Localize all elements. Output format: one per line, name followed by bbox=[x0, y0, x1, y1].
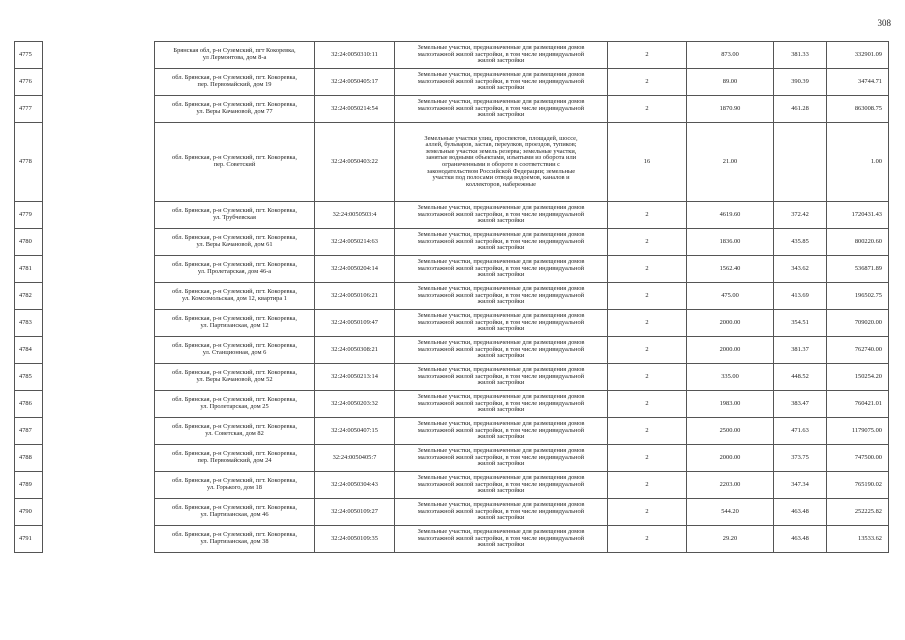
cadastral-cost-cell: 196502.75 bbox=[827, 283, 889, 310]
permitted-use-cell: Земельные участки, предназначенные для размещения домов малоэтажной жилой застройки, в том числе индивидуальной жилой застройки bbox=[395, 364, 608, 391]
area-cell: 1870.90 bbox=[687, 96, 774, 123]
table-row bbox=[15, 283, 889, 310]
row-number: 4787 bbox=[15, 418, 43, 445]
table-row bbox=[15, 202, 889, 229]
address-cell: обл. Брянская, р-н Суземский, пгт. Кокоревка, ул. Веры Качановой, дом 61 bbox=[155, 229, 315, 256]
area-cell: 21.00 bbox=[687, 123, 774, 202]
specific-value-cell: 383.47 bbox=[774, 391, 827, 418]
table-row bbox=[15, 96, 889, 123]
specific-value-cell: 354.51 bbox=[774, 310, 827, 337]
spacer-cell bbox=[43, 123, 155, 202]
permitted-use-cell: Земельные участки, предназначенные для размещения домов малоэтажной жилой застройки, в том числе индивидуальной жилой застройки bbox=[395, 42, 608, 69]
group-cell: 2 bbox=[608, 283, 687, 310]
cadastral-number-cell: 32:24:0050310:11 bbox=[315, 42, 395, 69]
spacer-cell bbox=[43, 499, 155, 526]
address-cell: обл. Брянская, р-н Суземский, пгт. Кокоревка, ул. Веры Качановой, дом 77 bbox=[155, 96, 315, 123]
area-cell: 2203.00 bbox=[687, 472, 774, 499]
cadastral-cost-cell: 1179075.00 bbox=[827, 418, 889, 445]
area-cell: 2000.00 bbox=[687, 445, 774, 472]
group-cell: 2 bbox=[608, 69, 687, 96]
specific-value-cell: 381.33 bbox=[774, 42, 827, 69]
cadastral-cost-cell: 34744.71 bbox=[827, 69, 889, 96]
area-cell: 873.00 bbox=[687, 42, 774, 69]
group-cell: 2 bbox=[608, 202, 687, 229]
cadastral-cost-cell: 13533.62 bbox=[827, 526, 889, 553]
cadastral-cost-cell: 536871.89 bbox=[827, 256, 889, 283]
row-number: 4785 bbox=[15, 364, 43, 391]
permitted-use-cell: Земельные участки, предназначенные для размещения домов малоэтажной жилой застройки, в том числе индивидуальной жилой застройки bbox=[395, 391, 608, 418]
group-cell: 2 bbox=[608, 391, 687, 418]
permitted-use-cell: Земельные участки, предназначенные для размещения домов малоэтажной жилой застройки, в том числе индивидуальной жилой застройки bbox=[395, 310, 608, 337]
permitted-use-cell: Земельные участки, предназначенные для размещения домов малоэтажной жилой застройки, в том числе индивидуальной жилой застройки bbox=[395, 499, 608, 526]
spacer-cell bbox=[43, 310, 155, 337]
address-cell: обл. Брянская, р-н Суземский, пгт. Кокоревка, пер. Советский bbox=[155, 123, 315, 202]
cadastral-cost-cell: 760421.01 bbox=[827, 391, 889, 418]
row-number: 4784 bbox=[15, 337, 43, 364]
specific-value-cell: 413.69 bbox=[774, 283, 827, 310]
table-row bbox=[15, 418, 889, 445]
row-number: 4780 bbox=[15, 229, 43, 256]
specific-value-cell: 461.28 bbox=[774, 96, 827, 123]
specific-value-cell: 372.42 bbox=[774, 202, 827, 229]
specific-value-cell: 463.48 bbox=[774, 526, 827, 553]
spacer-cell bbox=[43, 283, 155, 310]
table-body bbox=[15, 42, 889, 553]
permitted-use-cell: Земельные участки, предназначенные для размещения домов малоэтажной жилой застройки, в том числе индивидуальной жилой застройки bbox=[395, 283, 608, 310]
cadastral-cost-cell: 252225.82 bbox=[827, 499, 889, 526]
permitted-use-cell: Земельные участки, предназначенные для размещения домов малоэтажной жилой застройки, в том числе индивидуальной жилой застройки bbox=[395, 337, 608, 364]
cadastral-cost-cell: 765190.02 bbox=[827, 472, 889, 499]
area-cell: 4619.60 bbox=[687, 202, 774, 229]
cadastral-number-cell: 32:24:0050109:47 bbox=[315, 310, 395, 337]
specific-value-cell: 448.52 bbox=[774, 364, 827, 391]
cadastral-cost-cell: 762740.00 bbox=[827, 337, 889, 364]
spacer-cell bbox=[43, 391, 155, 418]
cadastral-number-cell: 32:24:0050204:14 bbox=[315, 256, 395, 283]
spacer-cell bbox=[43, 418, 155, 445]
specific-value-cell: 381.37 bbox=[774, 337, 827, 364]
spacer-cell bbox=[43, 42, 155, 69]
row-number: 4788 bbox=[15, 445, 43, 472]
cadastral-number-cell: 32:24:0050308:21 bbox=[315, 337, 395, 364]
land-plots-table bbox=[14, 41, 889, 553]
group-cell: 2 bbox=[608, 42, 687, 69]
cadastral-cost-cell: 800220.60 bbox=[827, 229, 889, 256]
area-cell: 1983.00 bbox=[687, 391, 774, 418]
address-cell: обл. Брянская, р-н Суземский, пгт. Кокоревка, ул. Комсомольская, дом 12, квартира 1 bbox=[155, 283, 315, 310]
table-row bbox=[15, 69, 889, 96]
permitted-use-cell: Земельные участки, предназначенные для размещения домов малоэтажной жилой застройки, в том числе индивидуальной жилой застройки bbox=[395, 202, 608, 229]
area-cell: 1562.40 bbox=[687, 256, 774, 283]
cadastral-number-cell: 32:24:0050109:27 bbox=[315, 499, 395, 526]
area-cell: 544.20 bbox=[687, 499, 774, 526]
row-number: 4790 bbox=[15, 499, 43, 526]
table-row bbox=[15, 42, 889, 69]
row-number: 4778 bbox=[15, 123, 43, 202]
permitted-use-cell: Земельные участки, предназначенные для размещения домов малоэтажной жилой застройки, в том числе индивидуальной жилой застройки bbox=[395, 418, 608, 445]
page-number: 308 bbox=[877, 18, 891, 28]
cadastral-cost-cell: 1720431.43 bbox=[827, 202, 889, 229]
table-row bbox=[15, 123, 889, 202]
specific-value-cell: 435.85 bbox=[774, 229, 827, 256]
spacer-cell bbox=[43, 229, 155, 256]
row-number: 4789 bbox=[15, 472, 43, 499]
group-cell: 2 bbox=[608, 256, 687, 283]
cadastral-number-cell: 32:24:0050407:15 bbox=[315, 418, 395, 445]
address-cell: Брянская обл, р-н Суземский, пгт Кокоревка, ул Лермонтова, дом 8-а bbox=[155, 42, 315, 69]
row-number: 4775 bbox=[15, 42, 43, 69]
specific-value-cell: 343.62 bbox=[774, 256, 827, 283]
address-cell: обл. Брянская, р-н Суземский, пгт. Кокоревка, ул. Горького, дом 18 bbox=[155, 472, 315, 499]
group-cell: 2 bbox=[608, 499, 687, 526]
area-cell: 2000.00 bbox=[687, 310, 774, 337]
table-row bbox=[15, 337, 889, 364]
table-row bbox=[15, 364, 889, 391]
permitted-use-cell: Земельные участки, предназначенные для размещения домов малоэтажной жилой застройки, в том числе индивидуальной жилой застройки bbox=[395, 69, 608, 96]
area-cell: 89.00 bbox=[687, 69, 774, 96]
area-cell: 29.20 bbox=[687, 526, 774, 553]
cadastral-cost-cell: 150254.20 bbox=[827, 364, 889, 391]
address-cell: обл. Брянская, р-н Суземский, пгт. Кокоревка, ул. Партизанская, дом 12 bbox=[155, 310, 315, 337]
row-number: 4786 bbox=[15, 391, 43, 418]
address-cell: обл. Брянская, р-н Суземский, пгт. Кокоревка, пер. Первомайский, дом 19 bbox=[155, 69, 315, 96]
group-cell: 2 bbox=[608, 445, 687, 472]
address-cell: обл. Брянская, р-н Суземский, пгт. Кокоревка, ул. Советская, дом 82 bbox=[155, 418, 315, 445]
spacer-cell bbox=[43, 526, 155, 553]
group-cell: 16 bbox=[608, 123, 687, 202]
address-cell: обл. Брянская, р-н Суземский, пгт. Кокоревка, ул. Трубчевская bbox=[155, 202, 315, 229]
table-row bbox=[15, 445, 889, 472]
area-cell: 2500.00 bbox=[687, 418, 774, 445]
permitted-use-cell: Земельные участки, предназначенные для размещения домов малоэтажной жилой застройки, в том числе индивидуальной жилой застройки bbox=[395, 96, 608, 123]
spacer-cell bbox=[43, 472, 155, 499]
area-cell: 475.00 bbox=[687, 283, 774, 310]
group-cell: 2 bbox=[608, 418, 687, 445]
row-number: 4783 bbox=[15, 310, 43, 337]
specific-value-cell: 373.75 bbox=[774, 445, 827, 472]
table-row bbox=[15, 472, 889, 499]
permitted-use-cell: Земельные участки улиц, проспектов, площадей, шоссе, аллей, бульваров, застав, переулков, проездов, тупиков; земельные участки земель резерва; земельные участки, занятые водными объектами, изъятыми из оборота или ограниченными в обороте в соответствии с законодательством Российской Федерации; земельные участки под полосами отвода водоемов, каналов и коллекторов, набережные bbox=[395, 123, 608, 202]
address-cell: обл. Брянская, р-н Суземский, пгт. Кокоревка, ул. Партизанская, дом 46 bbox=[155, 499, 315, 526]
permitted-use-cell: Земельные участки, предназначенные для размещения домов малоэтажной жилой застройки, в том числе индивидуальной жилой застройки bbox=[395, 526, 608, 553]
group-cell: 2 bbox=[608, 472, 687, 499]
spacer-cell bbox=[43, 202, 155, 229]
address-cell: обл. Брянская, р-н Суземский, пгт. Кокоревка, пер. Первомайский, дом 24 bbox=[155, 445, 315, 472]
specific-value-cell bbox=[774, 123, 827, 202]
row-number: 4776 bbox=[15, 69, 43, 96]
group-cell: 2 bbox=[608, 96, 687, 123]
row-number: 4779 bbox=[15, 202, 43, 229]
cadastral-number-cell: 32:24:0050503:4 bbox=[315, 202, 395, 229]
cadastral-number-cell: 32:24:0050405:7 bbox=[315, 445, 395, 472]
area-cell: 2000.00 bbox=[687, 337, 774, 364]
permitted-use-cell: Земельные участки, предназначенные для размещения домов малоэтажной жилой застройки, в том числе индивидуальной жилой застройки bbox=[395, 229, 608, 256]
address-cell: обл. Брянская, р-н Суземский, пгт. Кокоревка, ул. Станционная, дом 6 bbox=[155, 337, 315, 364]
table-row bbox=[15, 499, 889, 526]
cadastral-number-cell: 32:24:0050109:35 bbox=[315, 526, 395, 553]
permitted-use-cell: Земельные участки, предназначенные для размещения домов малоэтажной жилой застройки, в том числе индивидуальной жилой застройки bbox=[395, 445, 608, 472]
permitted-use-cell: Земельные участки, предназначенные для размещения домов малоэтажной жилой застройки, в том числе индивидуальной жилой застройки bbox=[395, 256, 608, 283]
address-cell: обл. Брянская, р-н Суземский, пгт. Кокоревка, ул. Пролетарская, дом 46-а bbox=[155, 256, 315, 283]
cadastral-number-cell: 32:24:0050106:21 bbox=[315, 283, 395, 310]
spacer-cell bbox=[43, 256, 155, 283]
table-row bbox=[15, 526, 889, 553]
table-row bbox=[15, 391, 889, 418]
area-cell: 1836.00 bbox=[687, 229, 774, 256]
cadastral-number-cell: 32:24:0050213:14 bbox=[315, 364, 395, 391]
table-row bbox=[15, 256, 889, 283]
group-cell: 2 bbox=[608, 229, 687, 256]
specific-value-cell: 390.39 bbox=[774, 69, 827, 96]
group-cell: 2 bbox=[608, 364, 687, 391]
spacer-cell bbox=[43, 445, 155, 472]
row-number: 4781 bbox=[15, 256, 43, 283]
spacer-cell bbox=[43, 364, 155, 391]
area-cell: 335.00 bbox=[687, 364, 774, 391]
table-row bbox=[15, 310, 889, 337]
group-cell: 2 bbox=[608, 526, 687, 553]
cadastral-number-cell: 32:24:0050203:32 bbox=[315, 391, 395, 418]
cadastral-cost-cell: 332901.09 bbox=[827, 42, 889, 69]
cadastral-cost-cell: 863008.75 bbox=[827, 96, 889, 123]
row-number: 4782 bbox=[15, 283, 43, 310]
address-cell: обл. Брянская, р-н Суземский, пгт. Кокоревка, ул. Веры Качановой, дом 52 bbox=[155, 364, 315, 391]
spacer-cell bbox=[43, 96, 155, 123]
group-cell: 2 bbox=[608, 310, 687, 337]
row-number: 4777 bbox=[15, 96, 43, 123]
cadastral-number-cell: 32:24:0050405:17 bbox=[315, 69, 395, 96]
cadastral-number-cell: 32:24:0050214:54 bbox=[315, 96, 395, 123]
spacer-cell bbox=[43, 69, 155, 96]
address-cell: обл. Брянская, р-н Суземский, пгт. Кокоревка, ул. Пролетарская, дом 25 bbox=[155, 391, 315, 418]
address-cell: обл. Брянская, р-н Суземский, пгт. Кокоревка, ул. Партизанская, дом 38 bbox=[155, 526, 315, 553]
cadastral-number-cell: 32:24:0050403:22 bbox=[315, 123, 395, 202]
specific-value-cell: 463.48 bbox=[774, 499, 827, 526]
cadastral-number-cell: 32:24:0050304:43 bbox=[315, 472, 395, 499]
specific-value-cell: 347.34 bbox=[774, 472, 827, 499]
row-number: 4791 bbox=[15, 526, 43, 553]
cadastral-cost-cell: 709020.00 bbox=[827, 310, 889, 337]
specific-value-cell: 471.63 bbox=[774, 418, 827, 445]
spacer-cell bbox=[43, 337, 155, 364]
permitted-use-cell: Земельные участки, предназначенные для размещения домов малоэтажной жилой застройки, в том числе индивидуальной жилой застройки bbox=[395, 472, 608, 499]
cadastral-number-cell: 32:24:0050214:63 bbox=[315, 229, 395, 256]
group-cell: 2 bbox=[608, 337, 687, 364]
table-row bbox=[15, 229, 889, 256]
cadastral-cost-cell: 747500.00 bbox=[827, 445, 889, 472]
cadastral-cost-cell: 1.00 bbox=[827, 123, 889, 202]
